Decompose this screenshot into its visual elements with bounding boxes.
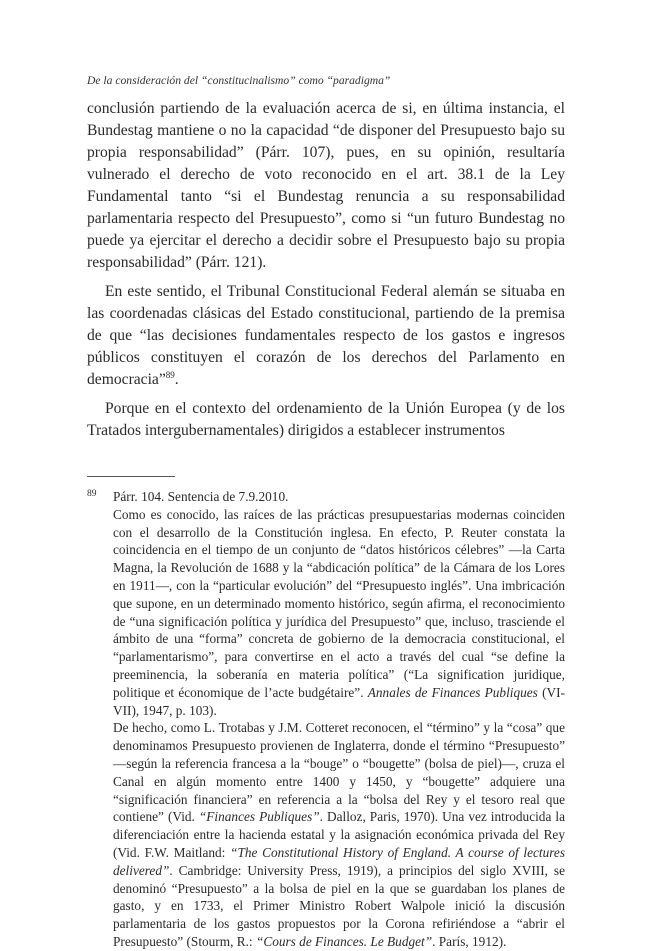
footnote-line-1: Párr. 104. Sentencia de 7.9.2010.: [113, 489, 289, 504]
book-title-3: “Cours de Finances. Le Budget”: [255, 933, 433, 949]
footnote-number: 89: [87, 489, 97, 499]
footnote-p3-mid2: . Cambridge: University Press, 1919), a principios del siglo XVIII, se denominó “Presupuesto” a la bolsa de piel en la que se guardaban los planes de gasto, y en 1733, el Primer Ministro Robert Walpole inició la discusión parlamentaria de los gastos propuestos por la Corona refiriéndose a “abrir el Presupuesto” (Stourm, R.:: [113, 862, 565, 949]
book-title-1: “Finances Publiques”: [198, 809, 320, 825]
footnote-p3-mid1: . Dalloz, Paris, 1970). Una vez introducida la diferenciación entre la hacienda estatal y la asignación económica privada del Rey (Vid. F.W. Maitland:: [113, 809, 565, 860]
footnote-89: [87, 488, 565, 951]
paragraph-3: Porque en el contexto del ordenamiento de la Unión Europea (y de los Tratados intergubernamentales) dirigidos a establecer instrumentos: [87, 400, 565, 439]
footnote-ref-89[interactable]: 89: [165, 369, 175, 380]
footnote-p3-text: De hecho, como L. Trotabas y J.M. Cotteret reconocen, el “término” y la “cosa” que denominamos Presupuesto provienen de Inglaterra, donde el término “Presupuesto” —según la referencia francesa a la “bouge” o “bougette” (bolsa de piel)—, cruza el Canal en algún momento entre 1400 y 1450, y “bougette” adquiere una “significación financiera” en referencia a la “bolsa del Rey y el tesoro real que contiene” (Vid.: [113, 720, 565, 825]
footnote-p2-text: Como es conocido, las raíces de las prácticas presupuestarias modernas coinciden con el desarrollo de la Constitución inglesa. En efecto, P. Reuter constata la coincidencia en el tiempo de un conjunto de “datos históricos célebres” —la Carta Magna, la Revolución de 1688 y la “abdicación política” de la Cámara de los Lores en 1911—, con la “particular evolución” del “Presupuesto inglés”. Una imbricación que supone, en un determinado momento histórico, según afirma, el reconocimiento de “una significación política y jurídica del Presupuesto” que, incluso, trasciende el ámbito de una “forma” concreta de gobierno de la democracia constitucional, el “parlamentarismo”, para convertirse en el acto a través del cual “se define la preeminencia, la soberanía en materia política” (“La signification juridique, politique et économique de l’acte budgétaire”.: [113, 506, 565, 700]
footnote-paragraph-3: [113, 719, 565, 950]
footnote-p3-tail: . París, 1912).: [432, 933, 507, 949]
journal-title: Annales de Finances Publiques: [367, 684, 538, 700]
paragraph-2: En este sentido, el Tribunal Constitucional Federal alemán se situaba en las coordenadas clásicas del Estado constitucional, partiendo de la premisa de que “las decisiones fundamentales respecto de los gastos e ingresos públicos constituyen el corazón de los derechos del Parlamento en democracia”$^{89}$.: [87, 283, 565, 388]
footnote-separator: [87, 476, 175, 477]
paragraph-1: conclusión partiendo de la evaluación acerca de si, en última instancia, el Bundestag mantiene o no la capacidad “de disponer del Presupuesto bajo su propia responsabilidad” (Párr. 107), pues, en su opinión, resultaría vulnerado el derecho de voto reconocido en el art. 38.1 de la Ley Fundamental tanto “si el Bundestag renuncia a su responsabilidad parlamentaria respecto del Presupuesto”, como si “un futuro Bundestag no puede ya ejercitar el derecho a decidir sobre el Presupuesto bajo su propia responsabilidad” (Párr. 121).: [87, 100, 565, 271]
footnote-p2-tail: (VI-VII), 1947, p. 103).: [113, 684, 565, 718]
running-head: De la consideración del “constitucinalismo” como “paradigma”: [87, 74, 391, 87]
body-text: [87, 98, 565, 442]
book-title-2: “The Constitutional History of England. A course of lectures delivered”: [113, 844, 565, 878]
footnote-paragraph-2: [113, 506, 565, 720]
paragraph-2-text: En este sentido, el Tribunal Constitucional Federal alemán se situaba en las coordenadas clásicas del Estado constitucional, partiendo de la premisa de que “las decisiones fundamentales respecto de los gastos e ingresos públicos constituyen el corazón de los derechos del Parlamento en democracia”: [87, 283, 565, 388]
page: [87, 74, 565, 951]
